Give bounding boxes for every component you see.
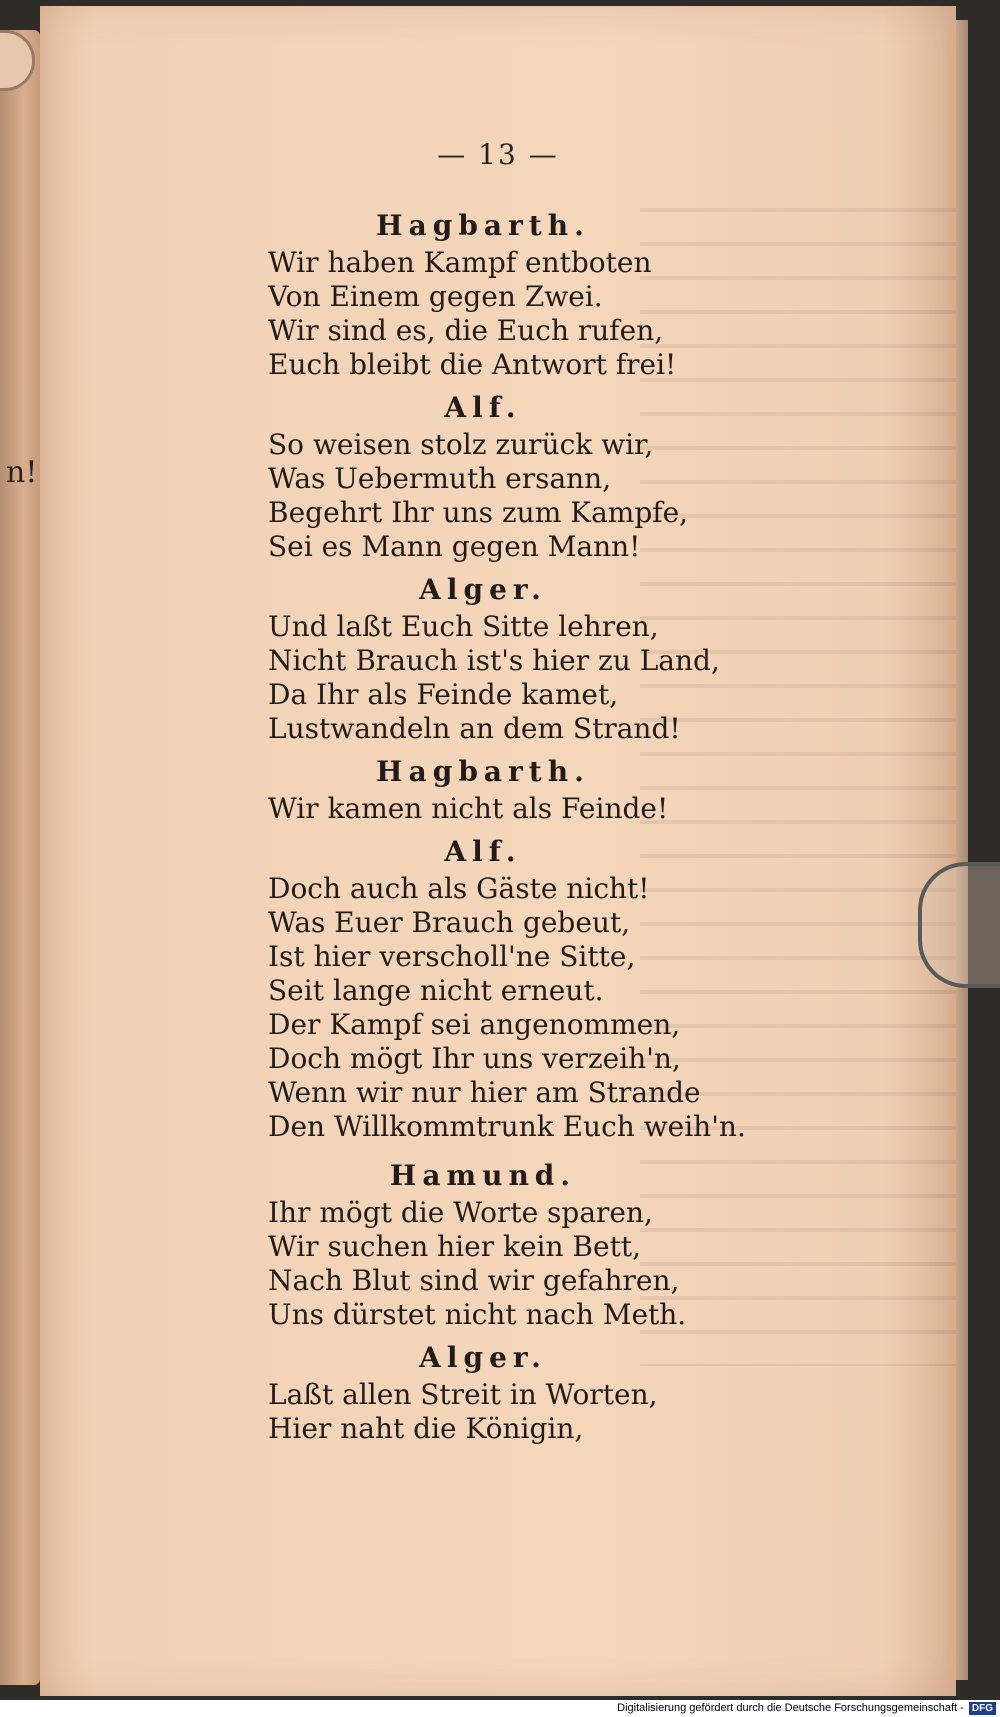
verse-line: Doch auch als Gäste nicht! xyxy=(268,872,650,905)
left-page-fragment: n! xyxy=(6,455,38,490)
stanza xyxy=(268,206,888,382)
verse-line: Nicht Brauch ist's hier zu Land, xyxy=(268,644,720,677)
verse-line: Seit lange nicht erneut. xyxy=(268,974,604,1007)
speaker-name: Alger. xyxy=(419,573,547,606)
verse-line: Nach Blut sind wir gefahren, xyxy=(268,1264,680,1297)
stanza xyxy=(268,832,888,1144)
stanza xyxy=(268,1338,888,1446)
verse-line: Was Euer Brauch gebeut, xyxy=(268,906,631,939)
stanza xyxy=(268,388,888,564)
speaker-name: Alger. xyxy=(419,1341,547,1374)
verse-line: Wenn wir nur hier am Strande xyxy=(268,1076,701,1109)
dfg-logo-icon: DFG xyxy=(969,1702,996,1715)
footer-text: Digitalisierung gefördert durch die Deutsche Forschungsgemeinschaft - xyxy=(617,1702,964,1714)
stanza xyxy=(268,752,888,826)
page-stack-edge xyxy=(956,20,968,1680)
verse-line: Wir sind es, die Euch rufen, xyxy=(268,314,664,347)
speaker-name: Alf. xyxy=(444,391,522,424)
verse-line: Uns dürstet nicht nach Meth. xyxy=(268,1298,687,1331)
speaker-name: Alf. xyxy=(444,835,522,868)
verse-line: Sei es Mann gegen Mann! xyxy=(268,530,641,563)
verse-line: Begehrt Ihr uns zum Kampfe, xyxy=(268,496,689,529)
verse-line: So weisen stolz zurück wir, xyxy=(268,428,654,461)
verse-line: Doch mögt Ihr uns verzeih'n, xyxy=(268,1042,681,1075)
page-number: — 13 — xyxy=(437,138,559,171)
verse-line: Der Kampf sei angenommen, xyxy=(268,1008,681,1041)
verse-line: Ihr mögt die Worte sparen, xyxy=(268,1196,653,1229)
verse-line: Wir haben Kampf entboten xyxy=(268,246,652,279)
book-clip xyxy=(918,862,1000,988)
verse-line: Was Uebermuth ersann, xyxy=(268,462,612,495)
stanza xyxy=(268,1156,888,1332)
verse-line: Lustwandeln an dem Strand! xyxy=(268,712,681,745)
digitization-footer xyxy=(0,1700,1000,1717)
verse-line: Ist hier verscholl'ne Sitte, xyxy=(268,940,636,973)
verse-line: Wir kamen nicht als Feinde! xyxy=(268,792,669,825)
verse-line: Laßt allen Streit in Worten, xyxy=(268,1378,658,1411)
verse-line: Und laßt Euch Sitte lehren, xyxy=(268,610,659,643)
speaker-name: Hagbarth. xyxy=(376,755,590,788)
verse-text xyxy=(268,206,888,1446)
speaker-name: Hamund. xyxy=(389,1159,577,1192)
verse-line: Hier naht die Königin, xyxy=(268,1412,584,1445)
speaker-name: Hagbarth. xyxy=(376,209,590,242)
verse-line: Da Ihr als Feinde kamet, xyxy=(268,678,619,711)
stanza xyxy=(268,570,888,746)
verse-line: Wir suchen hier kein Bett, xyxy=(268,1230,641,1263)
verse-line: Den Willkommtrunk Euch weih'n. xyxy=(268,1110,746,1143)
left-page-edge xyxy=(0,30,40,1685)
verse-line: Von Einem gegen Zwei. xyxy=(268,280,603,313)
verse-line: Euch bleibt die Antwort frei! xyxy=(268,348,677,381)
book-page xyxy=(40,6,956,1696)
